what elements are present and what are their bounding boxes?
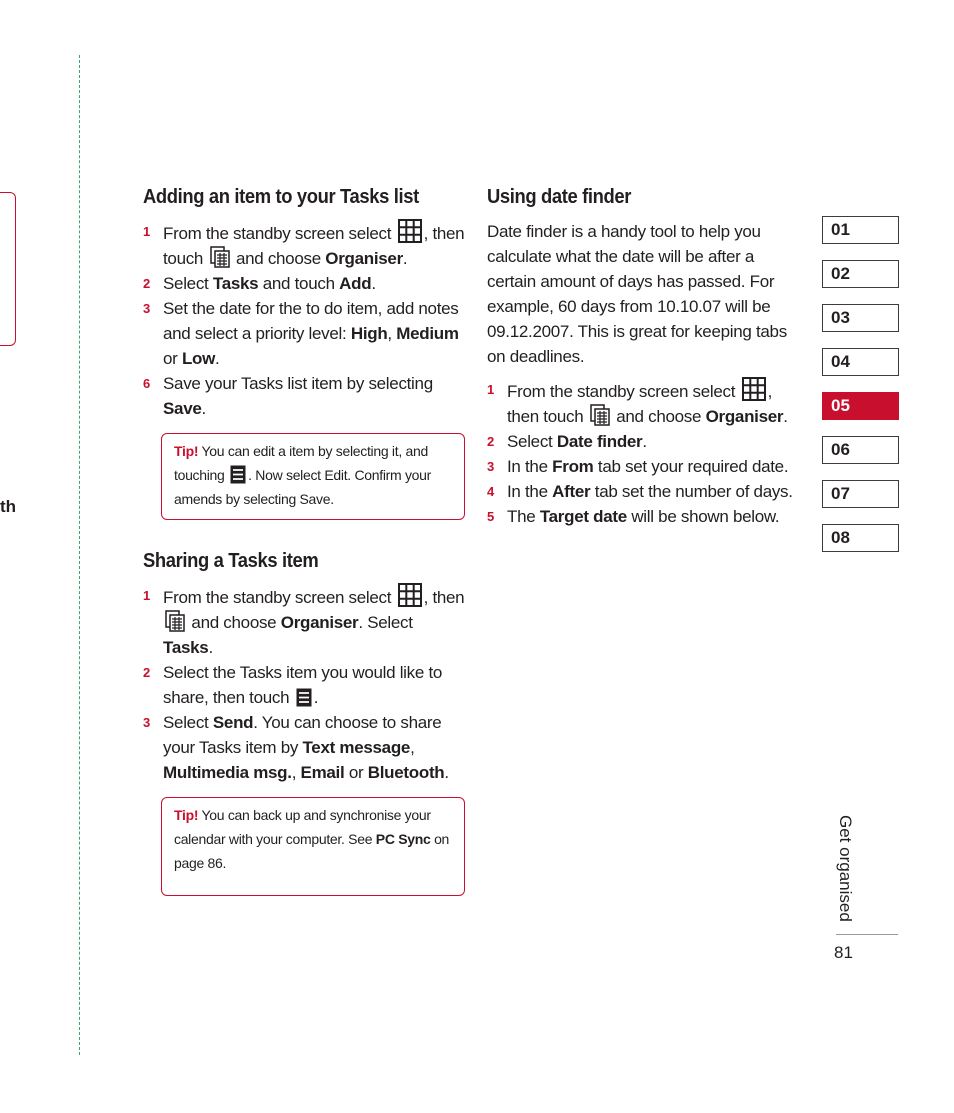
sharing-steps: [143, 583, 465, 785]
options-menu-icon: [296, 688, 312, 707]
date-finder-heading: Using date finder: [487, 186, 632, 208]
chapter-tab-01[interactable]: 01: [822, 216, 899, 244]
list-item: 2 Select Date finder.: [487, 432, 647, 451]
list-item: 6 Save your Tasks list item by selecting Save.: [143, 374, 433, 418]
chapter-tab-04[interactable]: 04: [822, 348, 899, 376]
tip-box-edit: Tip! You can edit a item by selecting it, and touching . Now select Edit. Confirm your amends by selecting Save.: [161, 433, 465, 520]
previous-page-edge-box: [0, 192, 16, 346]
page-number-rule: [836, 934, 898, 935]
chapter-tab-05[interactable]: 05: [822, 392, 899, 420]
adding-steps: [143, 219, 465, 421]
date-finder-steps: [487, 377, 807, 529]
chapter-tab-07[interactable]: 07: [822, 480, 899, 508]
organiser-icon: [210, 246, 230, 268]
list-item: 2 Select the Tasks item you would like to share, then touch .: [143, 663, 443, 707]
chapter-tab-03[interactable]: 03: [822, 304, 899, 332]
list-item: 3 Set the date for the to do item, add notes and select a priority level: High, Medium or Low.: [143, 299, 459, 368]
date-finder-intro: Date finder is a handy tool to help you calculate what the date will be after a certain amount of days has passed. For example, 60 days from 10.10.07 will be 09.12.2007. This is great for keeping tabs on deadlines.: [487, 222, 787, 366]
menu-grid-icon: [742, 377, 766, 401]
menu-grid-icon: [398, 583, 422, 607]
section-side-label: Get organised: [836, 815, 855, 922]
chapter-tab-06[interactable]: 06: [822, 436, 899, 464]
left-column: [143, 186, 465, 896]
list-item: 3 In the From tab set your required date.: [487, 457, 789, 476]
options-menu-icon: [230, 465, 246, 484]
list-item: 4 In the After tab set the number of days.: [487, 482, 793, 501]
chapter-tab-02[interactable]: 02: [822, 260, 899, 288]
list-item: 5 The Target date will be shown below.: [487, 507, 780, 526]
organiser-icon: [590, 404, 610, 426]
tip-box-pc-sync: Tip! You can back up and synchronise your calendar with your computer. See PC Sync on page 86.: [161, 797, 465, 896]
chapter-tabs: [822, 216, 899, 568]
list-item: 3 Select Send. You can choose to share your Tasks item by Text message, Multimedia msg., Email or Bluetooth.: [143, 713, 449, 782]
menu-grid-icon: [398, 219, 422, 243]
list-item: 1 From the standby screen select , then touch and choose Organiser.: [143, 219, 465, 271]
organiser-icon: [165, 610, 185, 632]
chapter-tab-08[interactable]: 08: [822, 524, 899, 552]
adding-heading: Adding an item to your Tasks list: [143, 186, 419, 208]
right-column: [487, 186, 807, 529]
list-item: 1 From the standby screen select , then and choose Organiser. Select Tasks.: [143, 583, 465, 660]
list-item: 2 Select Tasks and touch Add.: [143, 274, 376, 293]
list-item: 1 From the standby screen select , then touch and choose Organiser.: [487, 377, 807, 429]
previous-page-edge-text: th: [0, 497, 17, 516]
page-number: 81: [834, 943, 853, 962]
sharing-section: [143, 550, 465, 896]
crop-guide-line: [79, 55, 80, 1055]
sharing-heading: Sharing a Tasks item: [143, 550, 319, 572]
